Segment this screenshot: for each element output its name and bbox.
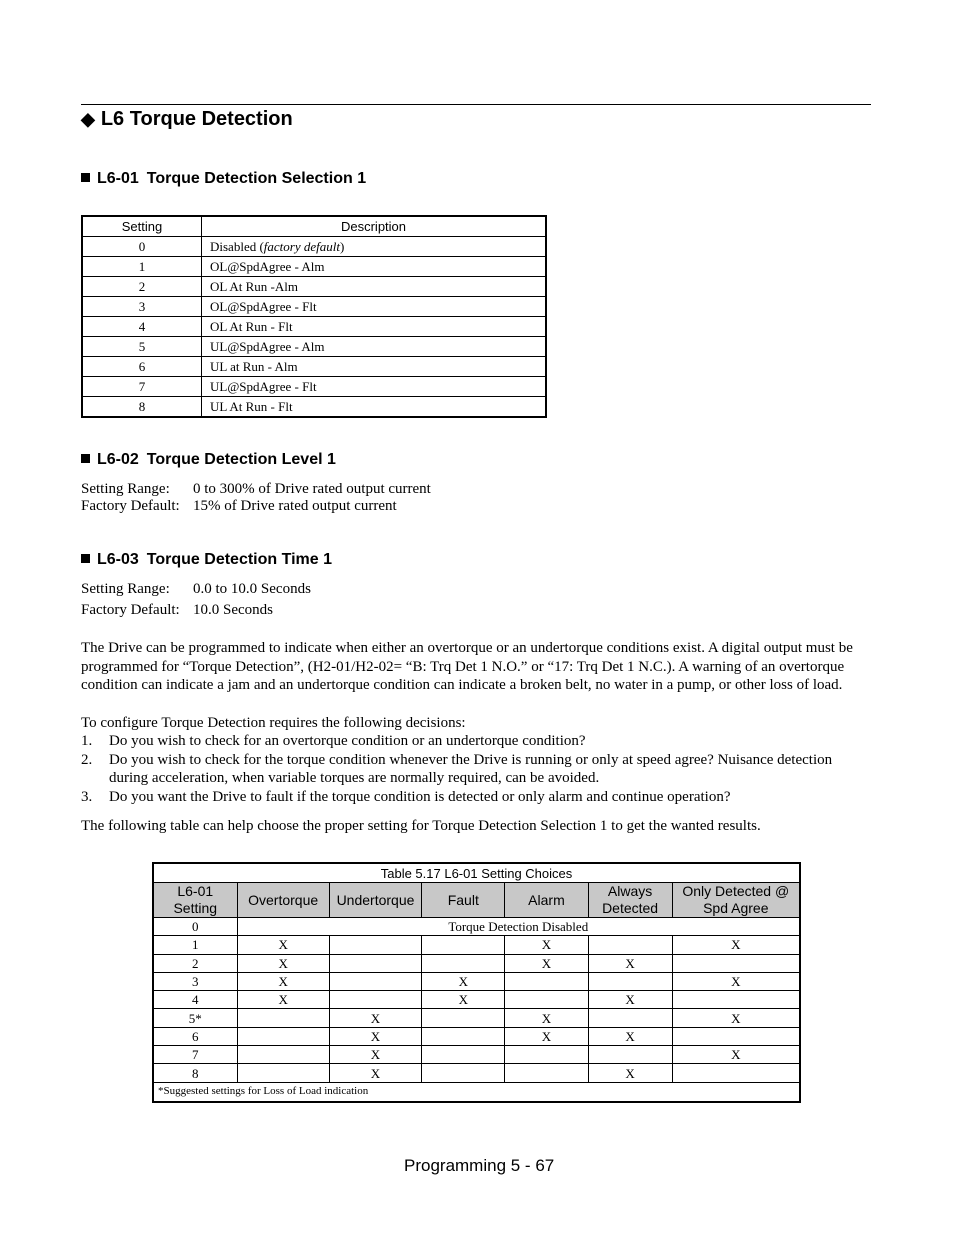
- check-cell: X: [505, 954, 588, 972]
- check-cell: X: [237, 991, 329, 1009]
- check-cell: [422, 1027, 505, 1045]
- check-cell: [672, 1064, 800, 1082]
- table-row: [153, 1046, 800, 1064]
- table-footnote: *Suggested settings for Loss of Load indication: [153, 1082, 800, 1102]
- disabled-cell: Torque Detection Disabled: [237, 918, 800, 936]
- setting-range-l6-03: [81, 581, 311, 598]
- section-title: Torque Detection Selection 1: [146, 170, 367, 187]
- setting-cell: 3: [82, 297, 202, 317]
- setting-choices-body: [153, 863, 800, 1102]
- check-cell: X: [422, 972, 505, 990]
- setting-cell: 7: [153, 1046, 237, 1064]
- header-setting: Setting: [82, 216, 202, 237]
- section-title: Torque Detection Time 1: [146, 551, 333, 568]
- check-cell: X: [329, 1064, 421, 1082]
- label: Setting Range:: [81, 481, 170, 497]
- check-cell: [672, 954, 800, 972]
- description-text: OL@SpdAgree - Alm: [210, 259, 325, 274]
- check-cell: [237, 1027, 329, 1045]
- factory-default-l6-03: [81, 602, 273, 619]
- setting-cell: 2: [153, 954, 237, 972]
- check-cell: X: [329, 1046, 421, 1064]
- header-cell: [237, 883, 329, 918]
- check-cell: [422, 1009, 505, 1027]
- check-cell: X: [672, 1009, 800, 1027]
- check-cell: X: [588, 1027, 672, 1045]
- list-number: 1.: [81, 733, 93, 749]
- table-row: [153, 972, 800, 990]
- setting-choices-table: [152, 862, 801, 1103]
- table-caption-row: [153, 863, 800, 883]
- section-title: Torque Detection Level 1: [146, 451, 336, 468]
- description-text: OL At Run -Alm: [210, 279, 298, 294]
- setting-cell: 2: [82, 277, 202, 297]
- check-cell: [422, 954, 505, 972]
- check-cell: X: [422, 991, 505, 1009]
- check-cell: X: [588, 1064, 672, 1082]
- check-cell: [672, 1027, 800, 1045]
- table-header-row: [153, 883, 800, 918]
- table-row: [82, 337, 546, 357]
- check-cell: X: [237, 936, 329, 954]
- check-cell: X: [672, 1046, 800, 1064]
- setting-cell: 1: [82, 257, 202, 277]
- description-cell: [202, 357, 547, 377]
- header-line-1: Alarm: [528, 891, 565, 908]
- description-text: UL At Run - Flt: [210, 399, 293, 414]
- check-cell: [422, 1064, 505, 1082]
- setting-cell: 8: [153, 1064, 237, 1082]
- list-number: 2.: [81, 751, 93, 768]
- description-emphasis: factory default: [263, 239, 340, 254]
- table-row: [153, 1009, 800, 1027]
- label: Setting Range:: [81, 581, 170, 597]
- value: 15% of Drive rated output current: [193, 498, 397, 514]
- body-paragraph-2: To configure Torque Detection requires the following decisions:: [81, 715, 466, 731]
- header-description: Description: [202, 216, 547, 237]
- section-heading-l6-01: [81, 170, 366, 188]
- check-cell: [329, 954, 421, 972]
- setting-cell: 3: [153, 972, 237, 990]
- setting-cell: 7: [82, 377, 202, 397]
- check-cell: [672, 991, 800, 1009]
- table-row: [153, 1064, 800, 1082]
- square-bullet-icon: [81, 554, 90, 563]
- check-cell: X: [588, 991, 672, 1009]
- table-caption: Table 5.17 L6-01 Setting Choices: [153, 863, 800, 883]
- setting-range-l6-02: [81, 481, 431, 498]
- check-cell: X: [505, 1009, 588, 1027]
- setting-cell: 1: [153, 936, 237, 954]
- header-cell: [672, 883, 800, 918]
- header-line-2: Setting: [173, 900, 218, 916]
- page-title: L6 Torque Detection: [100, 108, 293, 130]
- body-paragraph-3: The following table can help choose the proper setting for Torque Detection Selection 1 to get the wanted results.: [81, 818, 761, 834]
- header-line-2: Detected: [602, 900, 659, 916]
- header-line-1: Fault: [447, 891, 479, 908]
- list-item: [81, 751, 873, 788]
- check-cell: [505, 1046, 588, 1064]
- table-row: [153, 918, 800, 936]
- table-row: [82, 317, 546, 337]
- check-cell: [588, 972, 672, 990]
- description-text: UL at Run - Alm: [210, 359, 298, 374]
- list-item: [81, 732, 873, 751]
- setting-cell: 4: [82, 317, 202, 337]
- description-cell: [202, 317, 547, 337]
- page-heading: [81, 108, 293, 131]
- list-number: 3.: [81, 789, 93, 806]
- value: 0 to 300% of Drive rated output current: [193, 481, 431, 497]
- setting-cell: 8: [82, 397, 202, 418]
- table-row: [153, 1027, 800, 1045]
- check-cell: X: [505, 936, 588, 954]
- page-footer: Programming 5 - 67: [404, 1156, 555, 1175]
- setting-table-body: [82, 237, 546, 418]
- table-row: [82, 277, 546, 297]
- diamond-icon: ◆: [81, 109, 95, 129]
- square-bullet-icon: [81, 454, 90, 463]
- check-cell: [329, 936, 421, 954]
- check-cell: [422, 1046, 505, 1064]
- check-cell: [588, 936, 672, 954]
- list-item: [81, 788, 873, 807]
- section-code: L6-02: [97, 451, 139, 468]
- check-cell: [237, 1009, 329, 1027]
- check-cell: X: [329, 1027, 421, 1045]
- label: Factory Default:: [81, 602, 180, 618]
- table-row: [82, 357, 546, 377]
- factory-default-l6-02: [81, 498, 397, 515]
- description-cell: [202, 397, 547, 418]
- description-text: OL@SpdAgree - Flt: [210, 299, 317, 314]
- list-text: Do you wish to check for an overtorque condition or an undertorque condition?: [109, 733, 586, 749]
- section-code: L6-03: [97, 551, 139, 568]
- check-cell: [329, 991, 421, 1009]
- check-cell: X: [237, 972, 329, 990]
- header-line-2: Spd Agree: [703, 900, 769, 916]
- check-cell: X: [672, 972, 800, 990]
- decision-list: [81, 732, 873, 807]
- description-cell: [202, 337, 547, 357]
- table-row: [82, 257, 546, 277]
- check-cell: [329, 972, 421, 990]
- description-tail: ): [339, 239, 345, 254]
- header-line-1: Always: [607, 883, 653, 899]
- header-line-1: L6-01: [177, 883, 214, 899]
- description-cell: [202, 277, 547, 297]
- section-heading-l6-03: [81, 551, 332, 569]
- description-text: Disabled (: [210, 239, 264, 254]
- check-cell: X: [505, 1027, 588, 1045]
- check-cell: [505, 991, 588, 1009]
- check-cell: [588, 1009, 672, 1027]
- check-cell: [505, 1064, 588, 1082]
- table-footnote-row: [153, 1082, 800, 1102]
- header-cell: [422, 883, 505, 918]
- section-heading-l6-02: [81, 451, 336, 469]
- table-row: [82, 297, 546, 317]
- body-paragraph-1: The Drive can be programmed to indicate when either an overtorque or an undertorque conditions exist. A digital output must be programmed for “Torque Detection”, (H2-01/H2-02= “B: Trq Det 1 N.O.” or “17: Trq Det 1 N.C.). A warning of an overtorque condition can indicate a jam and an undertorque condition can indicate a broken belt, no water in a pump, or other loss of load.: [81, 640, 853, 694]
- check-cell: [505, 972, 588, 990]
- setting-table: [81, 215, 547, 418]
- description-cell: [202, 237, 547, 257]
- description-text: UL@SpdAgree - Alm: [210, 339, 325, 354]
- setting-cell: 5: [82, 337, 202, 357]
- check-cell: [237, 1046, 329, 1064]
- check-cell: X: [588, 954, 672, 972]
- header-line-1: Overtorque: [248, 891, 319, 908]
- setting-cell: 0: [82, 237, 202, 257]
- table-header-row: [82, 216, 546, 237]
- description-cell: [202, 297, 547, 317]
- check-cell: [237, 1064, 329, 1082]
- value: 10.0 Seconds: [193, 602, 273, 618]
- check-cell: [588, 1046, 672, 1064]
- table-row: [153, 991, 800, 1009]
- section-code: L6-01: [97, 170, 139, 187]
- description-cell: [202, 377, 547, 397]
- setting-cell: 6: [82, 357, 202, 377]
- description-cell: [202, 257, 547, 277]
- setting-cell: 5*: [153, 1009, 237, 1027]
- list-text: Do you wish to check for the torque condition whenever the Drive is running or only at speed agree? Nuisance detection during acceleration, when variable torques are normally required, can be avoided.: [109, 751, 833, 787]
- value: 0.0 to 10.0 Seconds: [193, 581, 311, 597]
- table-row: [82, 377, 546, 397]
- header-line-1: Only Detected @: [682, 883, 790, 899]
- list-text: Do you want the Drive to fault if the torque condition is detected or only alarm and continue operation?: [109, 789, 731, 806]
- table-row: [82, 397, 546, 418]
- description-text: OL At Run - Flt: [210, 319, 293, 334]
- description-text: UL@SpdAgree - Flt: [210, 379, 317, 394]
- header-cell: [153, 883, 237, 918]
- header-cell: [329, 883, 421, 918]
- square-bullet-icon: [81, 173, 90, 182]
- check-cell: X: [672, 936, 800, 954]
- header-cell: [505, 883, 588, 918]
- check-cell: X: [329, 1009, 421, 1027]
- check-cell: X: [237, 954, 329, 972]
- label: Factory Default:: [81, 498, 180, 514]
- table-row: [153, 936, 800, 954]
- setting-cell: 0: [153, 918, 237, 936]
- table-row: [82, 237, 546, 257]
- header-cell: [588, 883, 672, 918]
- table-row: [153, 954, 800, 972]
- check-cell: [422, 936, 505, 954]
- setting-cell: 6: [153, 1027, 237, 1045]
- top-rule: [81, 104, 871, 105]
- header-line-1: Undertorque: [336, 891, 415, 908]
- setting-cell: 4: [153, 991, 237, 1009]
